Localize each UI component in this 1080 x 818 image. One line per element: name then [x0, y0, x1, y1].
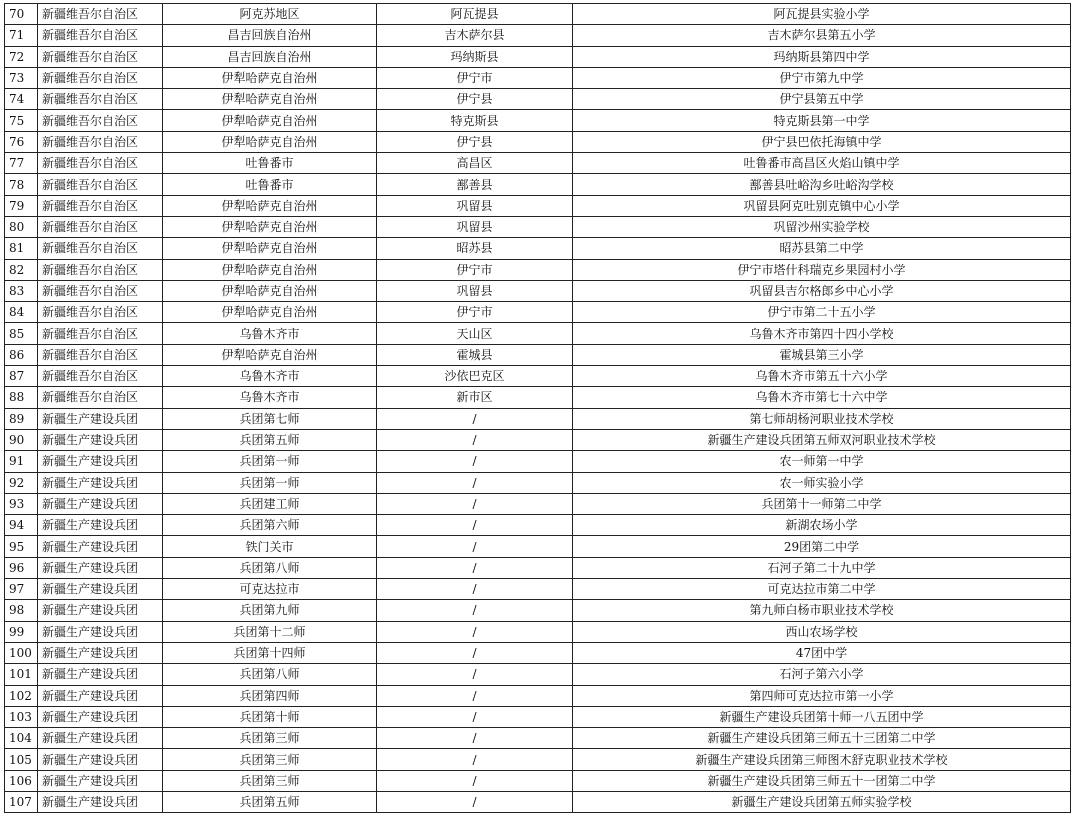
- cell-county: 伊宁市: [377, 67, 573, 88]
- cell-county: /: [377, 685, 573, 706]
- cell-number: 104: [5, 728, 38, 749]
- cell-number: 83: [5, 280, 38, 301]
- table-row: [5, 238, 1071, 259]
- cell-school: 新疆生产建设兵团第五师双河职业技术学校: [573, 429, 1071, 450]
- cell-city: 伊犁哈萨克自治州: [163, 280, 377, 301]
- cell-number: 71: [5, 25, 38, 46]
- cell-county: /: [377, 451, 573, 472]
- cell-number: 99: [5, 621, 38, 642]
- cell-number: 105: [5, 749, 38, 770]
- table-row: [5, 621, 1071, 642]
- cell-city: 乌鲁木齐市: [163, 387, 377, 408]
- cell-county: /: [377, 472, 573, 493]
- table-row: [5, 664, 1071, 685]
- cell-county: 特克斯县: [377, 110, 573, 131]
- cell-county: 沙依巴克区: [377, 366, 573, 387]
- cell-city: 伊犁哈萨克自治州: [163, 344, 377, 365]
- table-row: [5, 195, 1071, 216]
- cell-county: 阿瓦提县: [377, 4, 573, 25]
- table-row: [5, 174, 1071, 195]
- cell-school: 特克斯县第一中学: [573, 110, 1071, 131]
- cell-city: 伊犁哈萨克自治州: [163, 67, 377, 88]
- cell-region: 新疆维吾尔自治区: [38, 46, 163, 67]
- cell-county: 吉木萨尔县: [377, 25, 573, 46]
- cell-school: 昭苏县第二中学: [573, 238, 1071, 259]
- cell-school: 兵团第十一师第二中学: [573, 493, 1071, 514]
- table-row: [5, 4, 1071, 25]
- cell-county: 伊宁市: [377, 302, 573, 323]
- cell-city: 昌吉回族自治州: [163, 46, 377, 67]
- cell-county: 天山区: [377, 323, 573, 344]
- table-row: [5, 770, 1071, 791]
- cell-county: /: [377, 728, 573, 749]
- cell-number: 85: [5, 323, 38, 344]
- cell-school: 新疆生产建设兵团第三师图木舒克职业技术学校: [573, 749, 1071, 770]
- cell-number: 75: [5, 110, 38, 131]
- cell-city: 吐鲁番市: [163, 174, 377, 195]
- cell-city: 兵团第十二师: [163, 621, 377, 642]
- cell-region: 新疆生产建设兵团: [38, 770, 163, 791]
- table-row: [5, 791, 1071, 812]
- cell-region: 新疆生产建设兵团: [38, 472, 163, 493]
- table-row: [5, 642, 1071, 663]
- cell-school: 新湖农场小学: [573, 515, 1071, 536]
- cell-number: 84: [5, 302, 38, 323]
- table-row: [5, 515, 1071, 536]
- cell-region: 新疆维吾尔自治区: [38, 195, 163, 216]
- cell-school: 鄯善县吐峪沟乡吐峪沟学校: [573, 174, 1071, 195]
- cell-region: 新疆生产建设兵团: [38, 600, 163, 621]
- cell-city: 吐鲁番市: [163, 153, 377, 174]
- cell-region: 新疆生产建设兵团: [38, 557, 163, 578]
- table-row: [5, 280, 1071, 301]
- cell-number: 77: [5, 153, 38, 174]
- cell-number: 72: [5, 46, 38, 67]
- cell-city: 兵团第九师: [163, 600, 377, 621]
- cell-school: 吉木萨尔县第五小学: [573, 25, 1071, 46]
- cell-city: 兵团第三师: [163, 770, 377, 791]
- table-row: [5, 472, 1071, 493]
- cell-region: 新疆生产建设兵团: [38, 749, 163, 770]
- cell-number: 88: [5, 387, 38, 408]
- cell-city: 兵团第三师: [163, 728, 377, 749]
- cell-county: 昭苏县: [377, 238, 573, 259]
- cell-region: 新疆生产建设兵团: [38, 429, 163, 450]
- cell-school: 新疆生产建设兵团第三师五十一团第二中学: [573, 770, 1071, 791]
- cell-number: 107: [5, 791, 38, 812]
- cell-school: 可克达拉市第二中学: [573, 579, 1071, 600]
- cell-region: 新疆维吾尔自治区: [38, 323, 163, 344]
- cell-school: 西山农场学校: [573, 621, 1071, 642]
- cell-school: 第七师胡杨河职业技术学校: [573, 408, 1071, 429]
- table-row: [5, 408, 1071, 429]
- cell-city: 可克达拉市: [163, 579, 377, 600]
- cell-school: 巩留沙州实验学校: [573, 216, 1071, 237]
- cell-county: /: [377, 642, 573, 663]
- table-row: [5, 153, 1071, 174]
- cell-county: /: [377, 408, 573, 429]
- cell-number: 78: [5, 174, 38, 195]
- cell-city: 兵团第六师: [163, 515, 377, 536]
- cell-city: 铁门关市: [163, 536, 377, 557]
- cell-county: 高昌区: [377, 153, 573, 174]
- cell-number: 82: [5, 259, 38, 280]
- cell-number: 79: [5, 195, 38, 216]
- table-row: [5, 749, 1071, 770]
- cell-school: 农一师第一中学: [573, 451, 1071, 472]
- cell-city: 兵团建工师: [163, 493, 377, 514]
- table-row: [5, 366, 1071, 387]
- cell-city: 兵团第一师: [163, 472, 377, 493]
- cell-county: 玛纳斯县: [377, 46, 573, 67]
- cell-school: 石河子第二十九中学: [573, 557, 1071, 578]
- cell-region: 新疆生产建设兵团: [38, 621, 163, 642]
- cell-city: 兵团第五师: [163, 791, 377, 812]
- cell-region: 新疆维吾尔自治区: [38, 4, 163, 25]
- cell-region: 新疆维吾尔自治区: [38, 387, 163, 408]
- cell-region: 新疆维吾尔自治区: [38, 216, 163, 237]
- cell-city: 伊犁哈萨克自治州: [163, 259, 377, 280]
- table-row: [5, 67, 1071, 88]
- cell-city: 伊犁哈萨克自治州: [163, 195, 377, 216]
- cell-city: 伊犁哈萨克自治州: [163, 302, 377, 323]
- school-list-table: [4, 3, 1071, 813]
- cell-number: 81: [5, 238, 38, 259]
- cell-region: 新疆维吾尔自治区: [38, 89, 163, 110]
- cell-number: 102: [5, 685, 38, 706]
- cell-number: 93: [5, 493, 38, 514]
- cell-region: 新疆生产建设兵团: [38, 664, 163, 685]
- cell-school: 玛纳斯县第四中学: [573, 46, 1071, 67]
- cell-region: 新疆生产建设兵团: [38, 728, 163, 749]
- table-row: [5, 536, 1071, 557]
- cell-region: 新疆维吾尔自治区: [38, 67, 163, 88]
- cell-school: 新疆生产建设兵团第十师一八五团中学: [573, 706, 1071, 727]
- cell-region: 新疆生产建设兵团: [38, 536, 163, 557]
- cell-number: 73: [5, 67, 38, 88]
- cell-number: 92: [5, 472, 38, 493]
- cell-school: 吐鲁番市高昌区火焰山镇中学: [573, 153, 1071, 174]
- table-row: [5, 493, 1071, 514]
- table-row: [5, 600, 1071, 621]
- table-row: [5, 110, 1071, 131]
- cell-school: 伊宁市塔什科瑞克乡果园村小学: [573, 259, 1071, 280]
- table-row: [5, 685, 1071, 706]
- table-row: [5, 323, 1071, 344]
- cell-city: 兵团第八师: [163, 664, 377, 685]
- table-row: [5, 387, 1071, 408]
- cell-city: 兵团第一师: [163, 451, 377, 472]
- cell-number: 103: [5, 706, 38, 727]
- cell-region: 新疆生产建设兵团: [38, 642, 163, 663]
- cell-number: 100: [5, 642, 38, 663]
- cell-city: 伊犁哈萨克自治州: [163, 110, 377, 131]
- cell-school: 乌鲁木齐市第五十六小学: [573, 366, 1071, 387]
- table-row: [5, 429, 1071, 450]
- cell-number: 86: [5, 344, 38, 365]
- cell-region: 新疆维吾尔自治区: [38, 110, 163, 131]
- table-row: [5, 728, 1071, 749]
- cell-city: 伊犁哈萨克自治州: [163, 89, 377, 110]
- cell-city: 昌吉回族自治州: [163, 25, 377, 46]
- cell-region: 新疆维吾尔自治区: [38, 174, 163, 195]
- cell-region: 新疆生产建设兵团: [38, 493, 163, 514]
- cell-county: /: [377, 621, 573, 642]
- table-row: [5, 259, 1071, 280]
- cell-number: 106: [5, 770, 38, 791]
- cell-county: 鄯善县: [377, 174, 573, 195]
- cell-county: /: [377, 579, 573, 600]
- cell-school: 阿瓦提县实验小学: [573, 4, 1071, 25]
- cell-county: /: [377, 791, 573, 812]
- cell-county: /: [377, 706, 573, 727]
- cell-city: 兵团第十四师: [163, 642, 377, 663]
- cell-region: 新疆生产建设兵团: [38, 451, 163, 472]
- cell-number: 101: [5, 664, 38, 685]
- cell-number: 96: [5, 557, 38, 578]
- table-row: [5, 216, 1071, 237]
- cell-city: 兵团第七师: [163, 408, 377, 429]
- table-row: [5, 579, 1071, 600]
- cell-number: 90: [5, 429, 38, 450]
- cell-number: 91: [5, 451, 38, 472]
- cell-school: 乌鲁木齐市第七十六中学: [573, 387, 1071, 408]
- cell-county: /: [377, 429, 573, 450]
- cell-number: 74: [5, 89, 38, 110]
- cell-school: 29团第二中学: [573, 536, 1071, 557]
- cell-number: 94: [5, 515, 38, 536]
- cell-city: 伊犁哈萨克自治州: [163, 238, 377, 259]
- cell-county: /: [377, 664, 573, 685]
- table-row: [5, 706, 1071, 727]
- cell-county: 伊宁县: [377, 131, 573, 152]
- cell-city: 兵团第五师: [163, 429, 377, 450]
- cell-number: 70: [5, 4, 38, 25]
- cell-number: 76: [5, 131, 38, 152]
- cell-city: 乌鲁木齐市: [163, 366, 377, 387]
- cell-school: 霍城县第三小学: [573, 344, 1071, 365]
- cell-region: 新疆生产建设兵团: [38, 791, 163, 812]
- cell-number: 95: [5, 536, 38, 557]
- cell-region: 新疆生产建设兵团: [38, 706, 163, 727]
- cell-region: 新疆维吾尔自治区: [38, 238, 163, 259]
- cell-county: 伊宁县: [377, 89, 573, 110]
- cell-city: 兵团第四师: [163, 685, 377, 706]
- cell-county: /: [377, 515, 573, 536]
- cell-region: 新疆维吾尔自治区: [38, 344, 163, 365]
- cell-county: 新市区: [377, 387, 573, 408]
- table-row: [5, 131, 1071, 152]
- cell-number: 80: [5, 216, 38, 237]
- cell-number: 87: [5, 366, 38, 387]
- cell-city: 乌鲁木齐市: [163, 323, 377, 344]
- cell-school: 农一师实验小学: [573, 472, 1071, 493]
- cell-county: /: [377, 536, 573, 557]
- table-row: [5, 344, 1071, 365]
- cell-school: 伊宁县巴依托海镇中学: [573, 131, 1071, 152]
- cell-number: 98: [5, 600, 38, 621]
- table-row: [5, 302, 1071, 323]
- cell-number: 89: [5, 408, 38, 429]
- cell-county: /: [377, 749, 573, 770]
- cell-city: 伊犁哈萨克自治州: [163, 216, 377, 237]
- table-row: [5, 46, 1071, 67]
- cell-county: /: [377, 493, 573, 514]
- cell-school: 第九师白杨市职业技术学校: [573, 600, 1071, 621]
- table-row: [5, 89, 1071, 110]
- cell-region: 新疆维吾尔自治区: [38, 280, 163, 301]
- cell-region: 新疆生产建设兵团: [38, 408, 163, 429]
- cell-county: /: [377, 770, 573, 791]
- cell-city: 兵团第十师: [163, 706, 377, 727]
- cell-county: 伊宁市: [377, 259, 573, 280]
- cell-city: 兵团第八师: [163, 557, 377, 578]
- cell-city: 伊犁哈萨克自治州: [163, 131, 377, 152]
- cell-school: 伊宁县第五中学: [573, 89, 1071, 110]
- cell-school: 伊宁市第九中学: [573, 67, 1071, 88]
- cell-region: 新疆维吾尔自治区: [38, 302, 163, 323]
- cell-region: 新疆维吾尔自治区: [38, 131, 163, 152]
- cell-region: 新疆生产建设兵团: [38, 685, 163, 706]
- cell-school: 巩留县阿克吐别克镇中心小学: [573, 195, 1071, 216]
- cell-region: 新疆生产建设兵团: [38, 579, 163, 600]
- cell-school: 石河子第六小学: [573, 664, 1071, 685]
- table-row: [5, 557, 1071, 578]
- cell-school: 伊宁市第二十五小学: [573, 302, 1071, 323]
- cell-school: 47团中学: [573, 642, 1071, 663]
- cell-county: 霍城县: [377, 344, 573, 365]
- cell-city: 兵团第三师: [163, 749, 377, 770]
- cell-school: 新疆生产建设兵团第五师实验学校: [573, 791, 1071, 812]
- cell-number: 97: [5, 579, 38, 600]
- cell-city: 阿克苏地区: [163, 4, 377, 25]
- cell-school: 乌鲁木齐市第四十四小学校: [573, 323, 1071, 344]
- table-body: [5, 4, 1071, 813]
- cell-region: 新疆维吾尔自治区: [38, 366, 163, 387]
- cell-school: 新疆生产建设兵团第三师五十三团第二中学: [573, 728, 1071, 749]
- cell-school: 巩留县吉尔格郎乡中心小学: [573, 280, 1071, 301]
- cell-county: /: [377, 600, 573, 621]
- cell-county: 巩留县: [377, 280, 573, 301]
- cell-region: 新疆维吾尔自治区: [38, 153, 163, 174]
- table-row: [5, 451, 1071, 472]
- cell-region: 新疆维吾尔自治区: [38, 25, 163, 46]
- cell-county: 巩留县: [377, 195, 573, 216]
- cell-school: 第四师可克达拉市第一小学: [573, 685, 1071, 706]
- table-row: [5, 25, 1071, 46]
- cell-region: 新疆生产建设兵团: [38, 515, 163, 536]
- cell-county: /: [377, 557, 573, 578]
- cell-county: 巩留县: [377, 216, 573, 237]
- cell-region: 新疆维吾尔自治区: [38, 259, 163, 280]
